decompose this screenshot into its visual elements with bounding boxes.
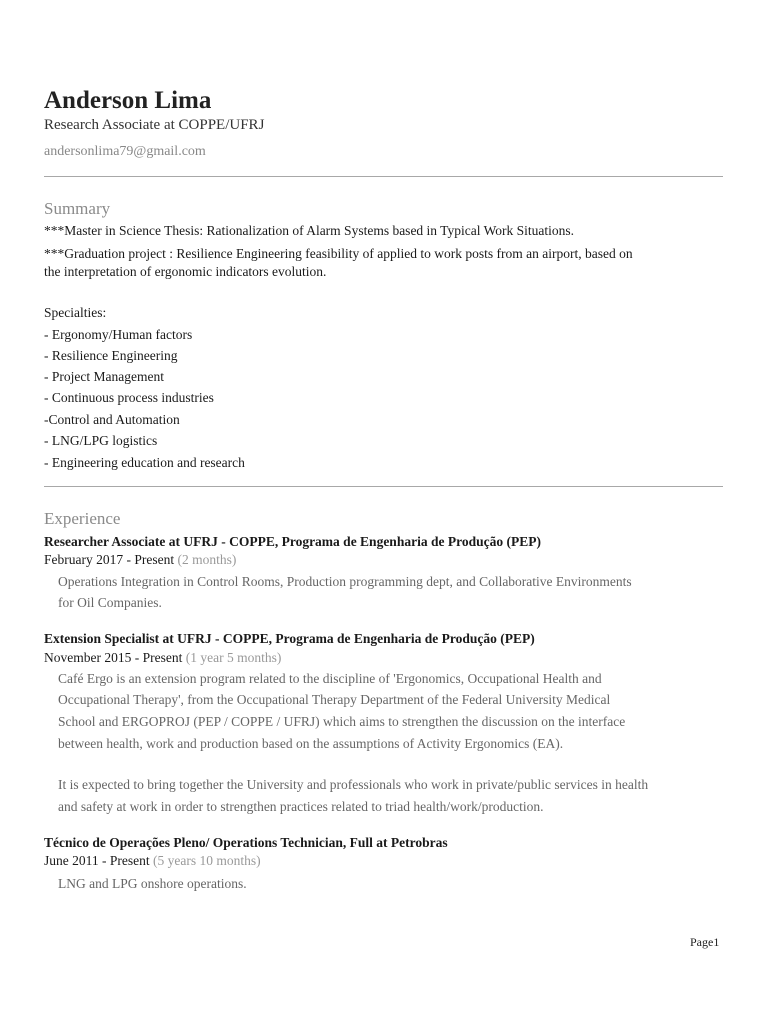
job-description-line: LNG and LPG onshore operations. — [58, 876, 247, 891]
job-date-range: June 2011 - Present — [44, 853, 150, 868]
divider — [44, 486, 723, 487]
job-description-line: Café Ergo is an extension program related to the discipline of 'Ergonomics, Occupational Health and — [58, 671, 602, 686]
job-description-line: Operations Integration in Control Rooms, Production programming dept, and Collaborative Environments — [58, 574, 632, 589]
summary-line: - Continuous process industries — [44, 390, 214, 405]
job-title: Extension Specialist at UFRJ - COPPE, Programa de Engenharia de Produção (PEP) — [44, 631, 535, 646]
profile-email: andersonlima79@gmail.com — [44, 144, 206, 159]
job-date — [44, 552, 236, 568]
job-duration: (2 months) — [177, 552, 237, 567]
summary-line: - LNG/LPG logistics — [44, 433, 158, 448]
summary-line: ***Graduation project : Resilience Engineering feasibility of applied to work posts from an airport, based on — [44, 246, 633, 261]
job-title: Researcher Associate at UFRJ - COPPE, Programa de Engenharia de Produção (PEP) — [44, 534, 541, 549]
summary-line: Specialties: — [44, 305, 107, 320]
divider — [44, 176, 723, 177]
job-date-range: November 2015 - Present — [44, 650, 183, 665]
job-description-line: School and ERGOPROJ (PEP / COPPE / UFRJ) which aims to strengthen the discussion on the interface — [58, 714, 626, 729]
job-description-line: It is expected to bring together the University and professionals who work in private/public services in health — [58, 777, 649, 792]
job-description-line: for Oil Companies. — [58, 595, 162, 610]
summary-line: - Resilience Engineering — [44, 348, 178, 363]
job-description-line: and safety at work in order to strengthen practices related to triad health/work/production. — [58, 799, 544, 814]
summary-title: Summary — [44, 199, 111, 218]
job-duration: (1 year 5 months) — [185, 650, 282, 665]
job-title: Técnico de Operações Pleno/ Operations Technician, Full at Petrobras — [44, 835, 448, 850]
summary-line: - Engineering education and research — [44, 455, 245, 470]
summary-line: the interpretation of ergonomic indicators evolution. — [44, 264, 327, 279]
job-description-line: between health, work and production based on the assumptions of Activity Ergonomics (EA). — [58, 736, 564, 751]
summary-line: - Ergonomy/Human factors — [44, 327, 193, 342]
job-duration: (5 years 10 months) — [152, 853, 261, 868]
experience-title: Experience — [44, 509, 121, 528]
job-date-range: February 2017 - Present — [44, 552, 175, 567]
summary-line: ***Master in Science Thesis: Rationalization of Alarm Systems based in Typical Work Situations. — [44, 223, 575, 238]
job-date — [44, 853, 261, 869]
page-number: Page1 — [690, 935, 720, 949]
summary-line: -Control and Automation — [44, 412, 180, 427]
job-description-line: Occupational Therapy', from the Occupational Therapy Department of the Federal University Medical — [58, 692, 611, 707]
profile-headline: Research Associate at COPPE/UFRJ — [44, 117, 265, 133]
profile-name: Anderson Lima — [44, 87, 212, 114]
summary-line: - Project Management — [44, 369, 164, 384]
job-date — [44, 650, 281, 666]
